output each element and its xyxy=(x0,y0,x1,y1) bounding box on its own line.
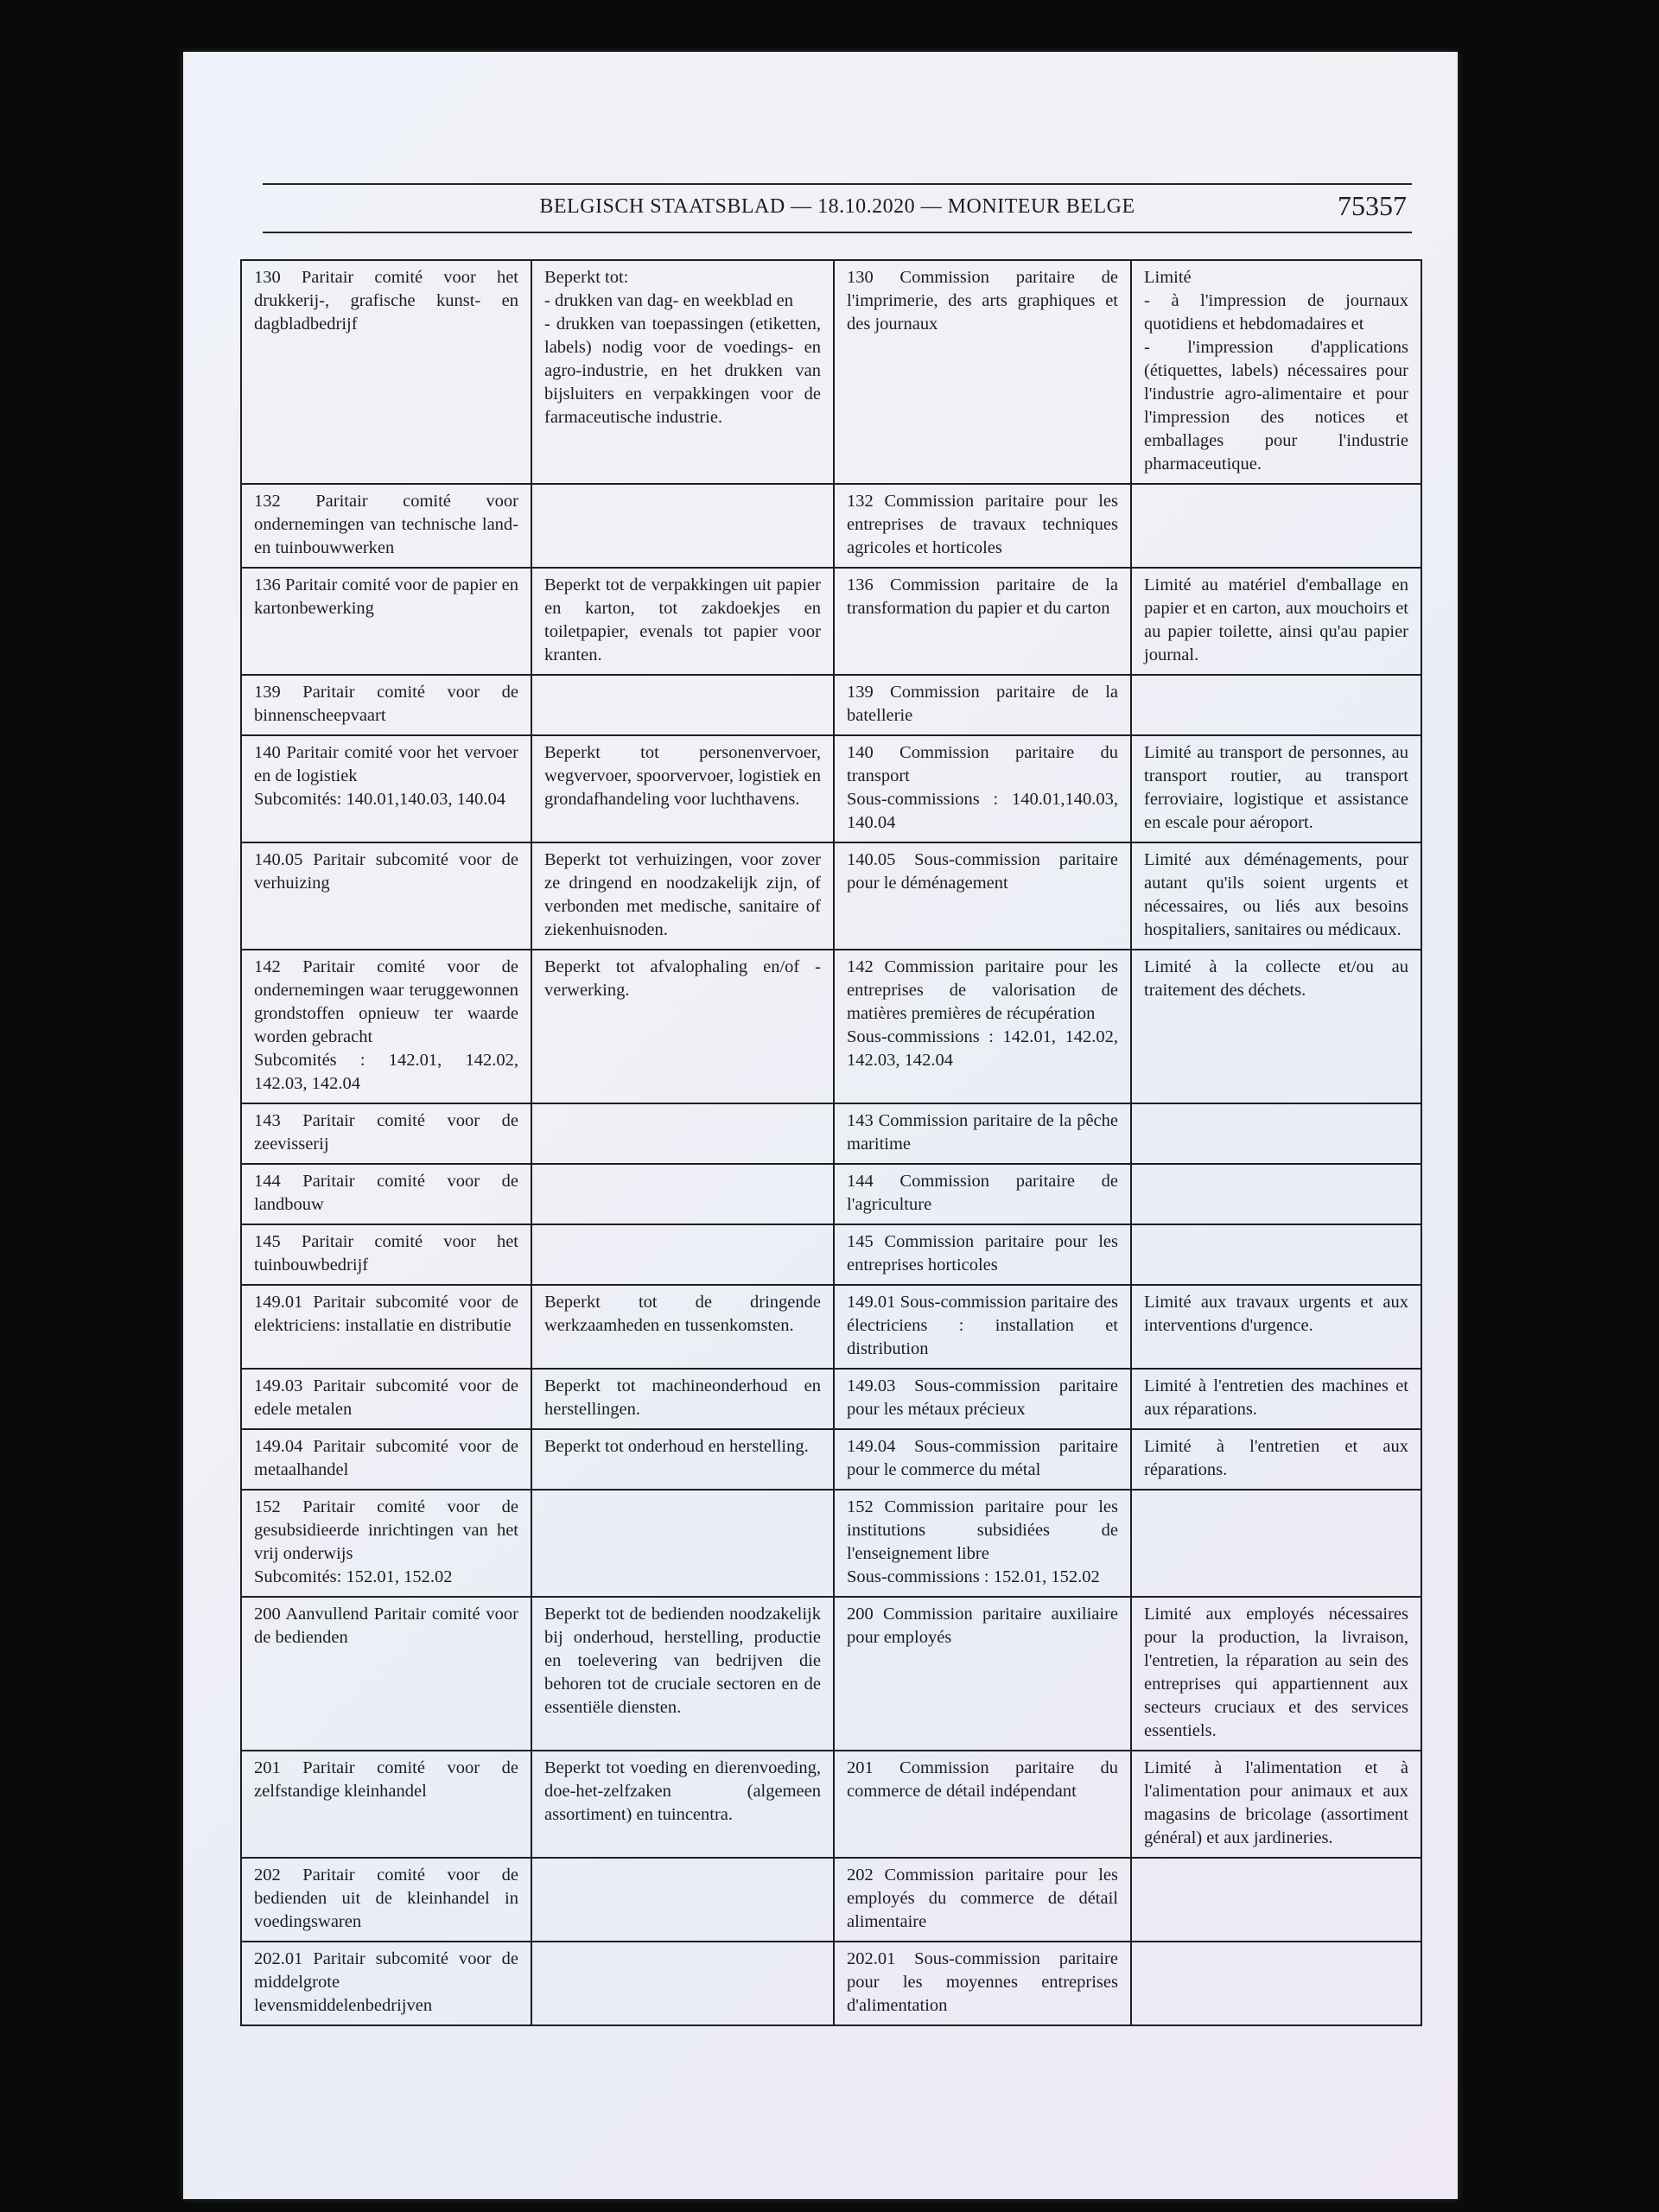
table-row xyxy=(241,484,1421,568)
cell-text: 136 Paritair comité voor de papier en kartonbewerking xyxy=(254,575,518,618)
table-row xyxy=(241,1103,1421,1164)
cell-fr-committee xyxy=(834,1369,1131,1429)
cell-text: 140.05 Sous-commission paritaire pour le déménagement xyxy=(847,850,1118,893)
cell-text: - à l'impression de journaux quotidiens et hebdomadaires et xyxy=(1144,291,1408,334)
cell-nl-limit xyxy=(531,568,834,675)
cell-text: 140.05 Paritair subcomité voor de verhuizing xyxy=(254,850,518,893)
cell-nl-committee xyxy=(241,1429,531,1490)
cell-text: Beperkt tot onderhoud en herstelling. xyxy=(544,1437,809,1456)
cell-text: 143 Commission paritaire de la pêche maritime xyxy=(847,1111,1118,1154)
cell-text: 142 Paritair comité voor de ondernemingen waar teruggewonnen grondstoffen opnieuw ter waarde worden gebracht xyxy=(254,957,518,1046)
cell-text: Limité aux travaux urgents et aux interventions d'urgence. xyxy=(1144,1293,1408,1335)
cell-fr-committee xyxy=(834,1285,1131,1369)
table-row xyxy=(241,568,1421,675)
page-number: 75357 xyxy=(1338,190,1407,221)
table-row xyxy=(241,1224,1421,1285)
cell-nl-committee xyxy=(241,735,531,842)
cell-text: Limité à l'alimentation et à l'alimentation pour animaux et aux magasins de bricolage (assortiment général) et aux jardineries. xyxy=(1144,1758,1408,1847)
cell-fr-committee xyxy=(834,950,1131,1103)
cell-text: 149.01 Sous-commission paritaire des électriciens : installation et distribution xyxy=(847,1293,1118,1358)
cell-text: Subcomités: 152.01, 152.02 xyxy=(254,1567,453,1586)
monitor-screen xyxy=(183,52,1458,2199)
cell-nl-committee xyxy=(241,950,531,1103)
cell-nl-limit xyxy=(531,1597,834,1751)
cell-fr-limit xyxy=(1131,1942,1421,2025)
cell-text: 144 Commission paritaire de l'agriculture xyxy=(847,1172,1118,1214)
cell-nl-committee xyxy=(241,1103,531,1164)
table-row xyxy=(241,1597,1421,1751)
cell-text: Limité aux déménagements, pour autant qu'ils soient urgents et nécessaires, ou liés aux besoins hospitaliers, sanitaires ou médicaux. xyxy=(1144,850,1408,939)
cell-nl-committee xyxy=(241,1751,531,1858)
table-row xyxy=(241,675,1421,735)
cell-text: 143 Paritair comité voor de zeevisserij xyxy=(254,1111,518,1154)
cell-text: - drukken van dag- en weekblad en xyxy=(544,291,794,310)
cell-fr-limit xyxy=(1131,1103,1421,1164)
cell-text: Beperkt tot verhuizingen, voor zover ze dringend en noodzakelijk zijn, of verbonden met medische, sanitaire of ziekenhuisnoden. xyxy=(544,850,821,939)
cell-fr-committee xyxy=(834,1164,1131,1224)
cell-text: Limité à l'entretien des machines et aux réparations. xyxy=(1144,1376,1408,1419)
cell-text: 201 Paritair comité voor de zelfstandige kleinhandel xyxy=(254,1758,518,1801)
cell-fr-committee xyxy=(834,1597,1131,1751)
cell-text: 152 Paritair comité voor de gesubsidieerde inrichtingen van het vrij onderwijs xyxy=(254,1497,518,1563)
cell-fr-limit xyxy=(1131,1164,1421,1224)
cell-fr-committee xyxy=(834,1490,1131,1597)
cell-fr-committee xyxy=(834,675,1131,735)
cell-text: 132 Commission paritaire pour les entreprises de travaux techniques agricoles et horticoles xyxy=(847,492,1118,557)
cell-text: - l'impression d'applications (étiquettes, labels) nécessaires pour l'industrie agro-alimentaire et pour l'impression des notices et emballages pour l'industrie pharmaceutique. xyxy=(1144,338,1408,474)
cell-text: Limité xyxy=(1144,268,1192,287)
table-row xyxy=(241,1164,1421,1224)
cell-nl-committee xyxy=(241,1164,531,1224)
cell-nl-limit xyxy=(531,950,834,1103)
cell-nl-limit xyxy=(531,675,834,735)
cell-nl-committee xyxy=(241,1285,531,1369)
cell-text: 139 Commission paritaire de la batellerie xyxy=(847,683,1118,725)
cell-text: 149.03 Paritair subcomité voor de edele metalen xyxy=(254,1376,518,1419)
cell-text: 149.03 Sous-commission paritaire pour les métaux précieux xyxy=(847,1376,1118,1419)
cell-text: - drukken van toepassingen (etiketten, labels) nodig voor de voedings- en agro-industrie, en het drukken van bijsluiters en verpakkingen voor de farmaceutische industrie. xyxy=(544,315,821,427)
cell-text: 200 Commission paritaire auxiliaire pour employés xyxy=(847,1605,1118,1647)
table-row xyxy=(241,260,1421,484)
cell-fr-committee xyxy=(834,484,1131,568)
cell-fr-committee xyxy=(834,842,1131,950)
cell-nl-committee xyxy=(241,568,531,675)
cell-text: Limité au matériel d'emballage en papier et en carton, aux mouchoirs et au papier toilette, ainsi qu'au papier journal. xyxy=(1144,575,1408,664)
cell-nl-committee xyxy=(241,675,531,735)
cell-nl-limit xyxy=(531,484,834,568)
cell-nl-limit xyxy=(531,1490,834,1597)
cell-fr-limit xyxy=(1131,1597,1421,1751)
cell-fr-committee xyxy=(834,260,1131,484)
cell-fr-limit xyxy=(1131,1751,1421,1858)
cell-fr-limit xyxy=(1131,1429,1421,1490)
cell-text: Beperkt tot de bedienden noodzakelijk bij onderhoud, herstelling, productie en toelevering van bedrijven die behoren tot de cruciale sectoren en de essentiële diensten. xyxy=(544,1605,821,1717)
cell-fr-limit xyxy=(1131,1285,1421,1369)
cell-fr-committee xyxy=(834,568,1131,675)
cell-nl-limit xyxy=(531,260,834,484)
cell-fr-committee xyxy=(834,1429,1131,1490)
cell-text: 144 Paritair comité voor de landbouw xyxy=(254,1172,518,1214)
cell-text: Limité au transport de personnes, au transport routier, au transport ferroviaire, logistique et assistance en escale pour aéroport. xyxy=(1144,743,1408,832)
cell-fr-limit xyxy=(1131,950,1421,1103)
cell-text: 140 Commission paritaire du transport xyxy=(847,743,1118,785)
cell-fr-limit xyxy=(1131,1858,1421,1942)
table-row xyxy=(241,1369,1421,1429)
cell-nl-limit xyxy=(531,1369,834,1429)
cell-nl-committee xyxy=(241,1224,531,1285)
cell-text: Limité à la collecte et/ou au traitement des déchets. xyxy=(1144,957,1408,1000)
cell-text: Beperkt tot: xyxy=(544,268,629,287)
cell-text: 145 Paritair comité voor het tuinbouwbedrijf xyxy=(254,1232,518,1274)
cell-text: Subcomités : 142.01, 142.02, 142.03, 142.04 xyxy=(254,1051,518,1093)
cell-fr-limit xyxy=(1131,735,1421,842)
cell-text: Beperkt tot afvalophaling en/of -verwerking. xyxy=(544,957,821,1000)
cell-nl-committee xyxy=(241,1490,531,1597)
cell-nl-limit xyxy=(531,1429,834,1490)
cell-nl-committee xyxy=(241,1858,531,1942)
table-row xyxy=(241,1285,1421,1369)
cell-fr-limit xyxy=(1131,1224,1421,1285)
cell-fr-limit xyxy=(1131,1490,1421,1597)
cell-text: Beperkt tot machineonderhoud en herstellingen. xyxy=(544,1376,821,1419)
cell-text: 142 Commission paritaire pour les entreprises de valorisation de matières premières de récupération xyxy=(847,957,1118,1023)
table-row xyxy=(241,1751,1421,1858)
cell-nl-committee xyxy=(241,1369,531,1429)
cell-fr-committee xyxy=(834,1103,1131,1164)
cell-nl-limit xyxy=(531,735,834,842)
cell-text: 130 Commission paritaire de l'imprimerie, des arts graphiques et des journaux xyxy=(847,268,1118,334)
cell-nl-limit xyxy=(531,1164,834,1224)
cell-text: Sous-commissions : 140.01,140.03, 140.04 xyxy=(847,790,1118,832)
cell-text: 130 Paritair comité voor het drukkerij-, grafische kunst- en dagbladbedrijf xyxy=(254,268,518,334)
cell-nl-committee xyxy=(241,842,531,950)
header-rule xyxy=(263,232,1412,233)
cell-text: Beperkt tot de dringende werkzaamheden en tussenkomsten. xyxy=(544,1293,821,1335)
cell-nl-committee xyxy=(241,1597,531,1751)
cell-fr-committee xyxy=(834,1858,1131,1942)
cell-text: 202 Paritair comité voor de bedienden uit de kleinhandel in voedingswaren xyxy=(254,1866,518,1931)
cell-fr-limit xyxy=(1131,484,1421,568)
cell-fr-limit xyxy=(1131,260,1421,484)
cell-text: Sous-commissions : 142.01, 142.02, 142.03, 142.04 xyxy=(847,1027,1118,1070)
cell-text: Beperkt tot de verpakkingen uit papier en karton, tot zakdoekjes en toiletpapier, evenals tot papier voor kranten. xyxy=(544,575,821,664)
cell-text: 202.01 Paritair subcomité voor de middelgrote levensmiddelenbedrijven xyxy=(254,1949,518,2015)
document-page xyxy=(254,130,1412,2195)
table-row xyxy=(241,1429,1421,1490)
cell-text: 149.01 Paritair subcomité voor de elektriciens: installatie en distributie xyxy=(254,1293,518,1335)
cell-text: 132 Paritair comité voor ondernemingen van technische land- en tuinbouwwerken xyxy=(254,492,518,557)
table-row xyxy=(241,1858,1421,1942)
cell-fr-committee xyxy=(834,735,1131,842)
cell-fr-limit xyxy=(1131,1369,1421,1429)
cell-text: Subcomités: 140.01,140.03, 140.04 xyxy=(254,790,505,809)
cell-text: 201 Commission paritaire du commerce de détail indépendant xyxy=(847,1758,1118,1801)
cell-nl-limit xyxy=(531,1751,834,1858)
cell-text: Sous-commissions : 152.01, 152.02 xyxy=(847,1567,1100,1586)
table-row xyxy=(241,1490,1421,1597)
cell-text: 202 Commission paritaire pour les employés du commerce de détail alimentaire xyxy=(847,1866,1118,1931)
cell-fr-committee xyxy=(834,1224,1131,1285)
cell-nl-limit xyxy=(531,1942,834,2025)
cell-text: Beperkt tot personenvervoer, wegvervoer, spoorvervoer, logistiek en grondafhandeling voor luchthavens. xyxy=(544,743,821,809)
table-row xyxy=(241,1942,1421,2025)
cell-text: 139 Paritair comité voor de binnenscheepvaart xyxy=(254,683,518,725)
cell-fr-limit xyxy=(1131,675,1421,735)
cell-nl-limit xyxy=(531,1285,834,1369)
cell-text: 149.04 Paritair subcomité voor de metaalhandel xyxy=(254,1437,518,1479)
table-row xyxy=(241,735,1421,842)
cell-text: 140 Paritair comité voor het vervoer en de logistiek xyxy=(254,743,518,785)
cell-nl-committee xyxy=(241,1942,531,2025)
cell-nl-limit xyxy=(531,1224,834,1285)
cell-fr-limit xyxy=(1131,568,1421,675)
cell-nl-committee xyxy=(241,484,531,568)
cell-text: Beperkt tot voeding en dierenvoeding, doe-het-zelfzaken (algemeen assortiment) en tuincentra. xyxy=(544,1758,821,1824)
cell-nl-committee xyxy=(241,260,531,484)
table-row xyxy=(241,842,1421,950)
cell-text: Limité aux employés nécessaires pour la production, la livraison, l'entretien, la réparation au sein des entreprises qui appartiennent aux secteurs cruciaux et des services essentiels. xyxy=(1144,1605,1408,1740)
cell-nl-limit xyxy=(531,842,834,950)
cell-text: 202.01 Sous-commission paritaire pour les moyennes entreprises d'alimentation xyxy=(847,1949,1118,2015)
cell-text: 152 Commission paritaire pour les institutions subsidiées de l'enseignement libre xyxy=(847,1497,1118,1563)
cell-text: 145 Commission paritaire pour les entreprises horticoles xyxy=(847,1232,1118,1274)
header-title: BELGISCH STAATSBLAD — 18.10.2020 — MONITEUR BELGE xyxy=(539,195,1135,218)
committee-table xyxy=(240,259,1422,2026)
cell-nl-limit xyxy=(531,1858,834,1942)
cell-fr-limit xyxy=(1131,842,1421,950)
cell-text: 200 Aanvullend Paritair comité voor de bedienden xyxy=(254,1605,518,1647)
cell-text: 136 Commission paritaire de la transformation du papier et du carton xyxy=(847,575,1118,618)
table-body xyxy=(241,260,1421,2025)
cell-text: Limité à l'entretien et aux réparations. xyxy=(1144,1437,1408,1479)
cell-fr-committee xyxy=(834,1942,1131,2025)
cell-nl-limit xyxy=(531,1103,834,1164)
table-row xyxy=(241,950,1421,1103)
cell-fr-committee xyxy=(834,1751,1131,1858)
page-header xyxy=(263,183,1412,235)
cell-text: 149.04 Sous-commission paritaire pour le commerce du métal xyxy=(847,1437,1118,1479)
